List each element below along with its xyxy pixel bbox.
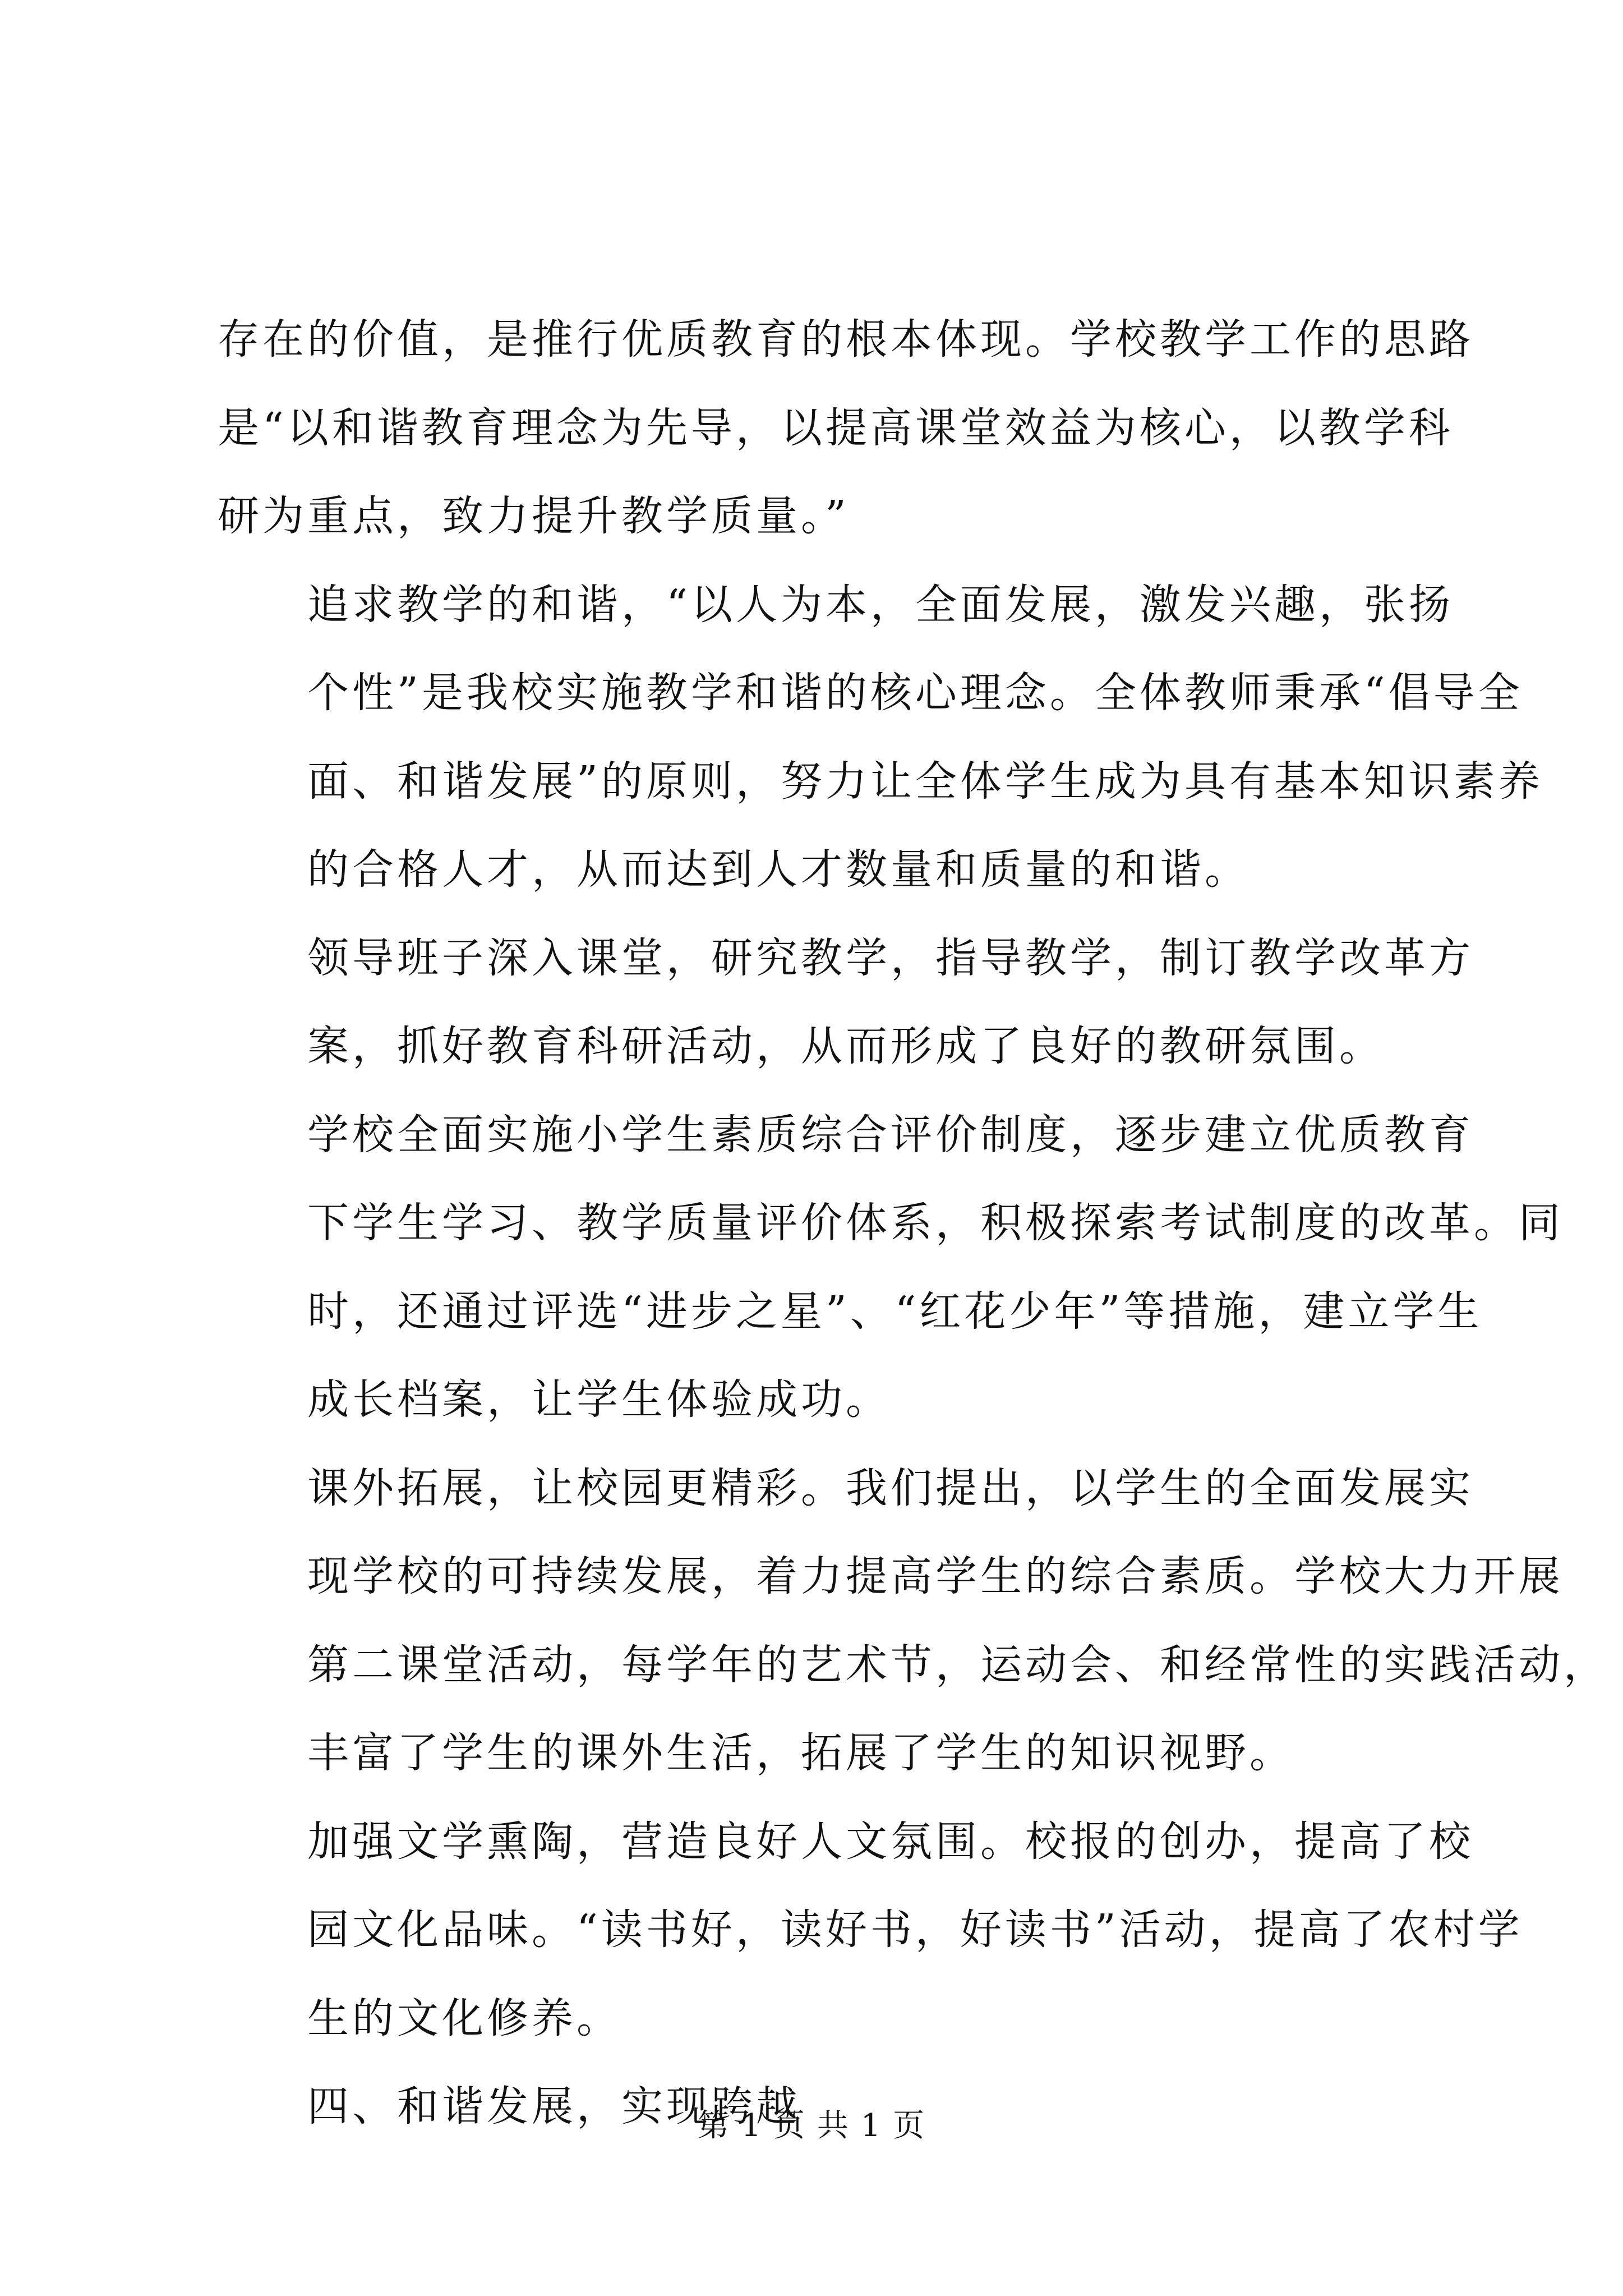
text-line: 下学生学习、教学质量评价体系，积极探索考试制度的改革。同 bbox=[307, 1199, 1564, 1247]
text-line: 时，还通过评选“进步之星”、“红花少年”等措施，建立学生 bbox=[307, 1287, 1483, 1336]
text-line: 案，抓好教育科研活动，从而形成了良好的教研氛围。 bbox=[307, 1022, 1384, 1070]
text-line: 园文化品味。“读书好，读好书，好读书”活动，提高了农村学 bbox=[307, 1906, 1523, 1954]
text-line: 个性”是我校实施教学和谐的核心理念。全体教师秉承“倡导全 bbox=[307, 669, 1523, 717]
text-line: 第二课堂活动，每学年的艺术节，运动会、和经常性的实践活动， bbox=[307, 1640, 1608, 1689]
text-line: 是“以和谐教育理念为先导，以提高课堂效益为核心，以教学科 bbox=[218, 403, 1454, 452]
text-line: 追求教学的和谐，“以人为本，全面发展，激发兴趣，张扬 bbox=[307, 580, 1454, 629]
paragraph-5 bbox=[218, 1444, 1608, 1798]
text-line: 学校全面实施小学生素质综合评价制度，逐步建立优质教育 bbox=[307, 1110, 1474, 1159]
paragraph-2 bbox=[218, 561, 1543, 914]
text-line: 生的文化修养。 bbox=[307, 1994, 621, 2042]
text-line: 现学校的可持续发展，着力提高学生的综合素质。学校大力开展 bbox=[307, 1552, 1564, 1600]
text-line: 丰富了学生的课外生活，拓展了学生的知识视野。 bbox=[307, 1729, 1294, 1777]
page-footer: 第 1 页 共 1 页 bbox=[697, 2108, 926, 2144]
paragraph-6 bbox=[218, 1798, 1523, 2063]
text-line: 存在的价值，是推行优质教育的根本体现。学校教学工作的思路 bbox=[218, 315, 1474, 364]
text-line: 研为重点，致力提升教学质量。” bbox=[218, 492, 850, 540]
paragraph-4 bbox=[218, 1091, 1564, 1444]
text-line: 成长档案，让学生体验成功。 bbox=[307, 1375, 891, 1424]
text-line: 领导班子深入课堂，研究教学，指导教学，制订教学改革方 bbox=[307, 933, 1474, 982]
document-body bbox=[218, 296, 1608, 2151]
text-line: 面、和谐发展”的原则，努力让全体学生成为具有基本知识素养 bbox=[307, 757, 1543, 806]
text-line: 四、和谐发展，实现跨越 bbox=[307, 2082, 801, 2131]
paragraph-1 bbox=[218, 296, 1474, 561]
paragraph-3 bbox=[218, 914, 1474, 1091]
text-line: 课外拓展，让校园更精彩。我们提出，以学生的全面发展实 bbox=[307, 1464, 1474, 1512]
text-line: 的合格人才，从而达到人才数量和质量的和谐。 bbox=[307, 845, 1249, 894]
text-line: 加强文学熏陶，营造良好人文氛围。校报的创办，提高了校 bbox=[307, 1817, 1474, 1866]
